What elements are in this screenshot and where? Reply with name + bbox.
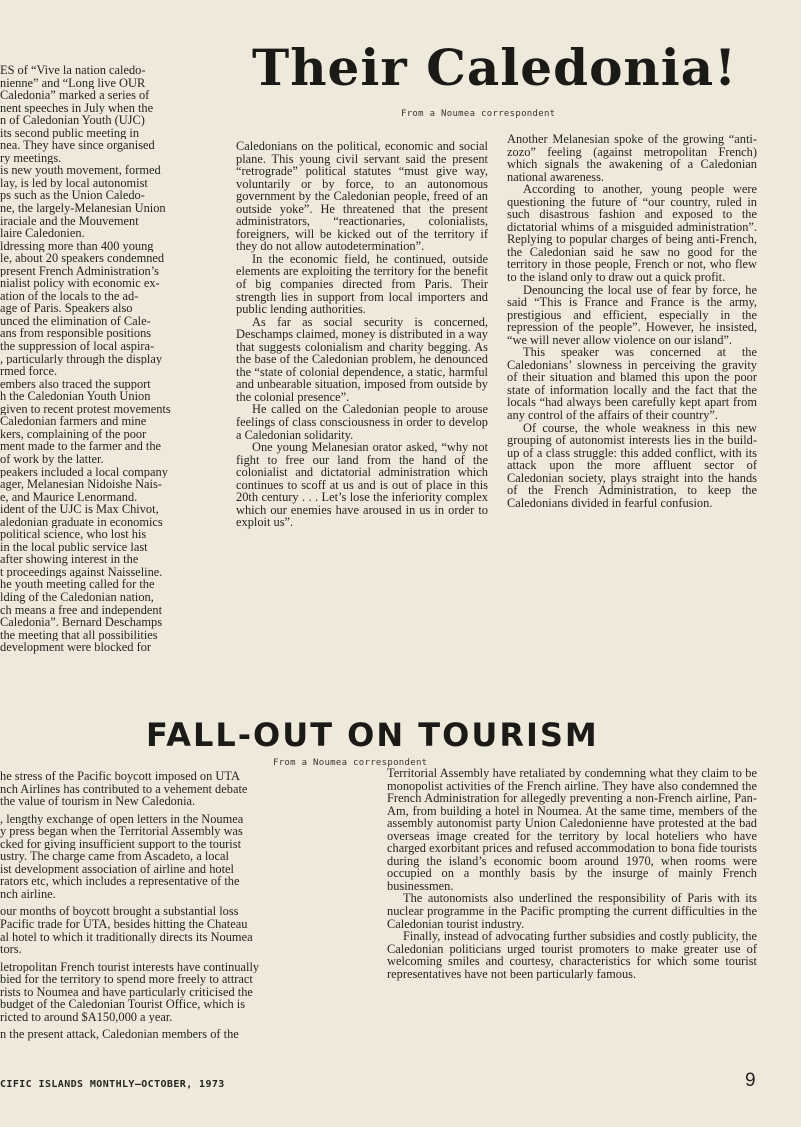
article2-left-line: , lengthy exchange of open letters in the Noumea [0,812,244,826]
article1-middle-paragraph: In the economic field, he continued, outside elements are exploiting the territory for the benefit of big companies directed from Paris. Their strength lies in support from local importers and public lending authorities. [236,251,488,317]
article1-right-column [507,133,757,509]
article2-left-line: budget of the Caledonian Tourist Office, which is [0,998,246,1011]
article1-left-line: n of Caledonian Youth (UJC) [0,114,145,127]
article2-left-line: the value of tourism in New Caledonia. [0,795,196,808]
article1-left-line: laire Caledonien. [0,227,85,240]
article1-left-line: ch means a free and independent [0,603,163,617]
article1-left-line: kers, complaining of the poor [0,427,147,441]
article1-left-line: is new youth movement, formed [0,164,161,177]
article1-left-line: t proceedings against Naisseline. [0,565,163,579]
article1-left-line: present French Administration’s [0,264,159,278]
article2-left-line: n the present attack, Caledonian members of the [0,1028,239,1041]
article1-left-line: le, about 20 speakers condemned [0,252,165,265]
article1-left-line: ps such as the Union Caledo- [0,189,145,203]
tourism-byline: From a Noumea correspondent [273,758,428,768]
article1-left-line: ment made to the farmer and the [0,440,162,453]
article1-middle-paragraph: One young Melanesian orator asked, “why not fight to free our land from the hand of the colonialist and dictatorial administration which continues to scoff at us and is out of place in this 20th century . . . Let’s lose the inferiority complex which our enemies have aroused in us in order to exploit us”. [236,440,488,530]
article2-left-line: al hotel to which it traditionally directs its Noumea [0,930,253,944]
article1-left-line: embers also traced the support [0,377,151,391]
article1-right-paragraph: Another Melanesian spoke of the growing “anti-zozo” feeling (against metropolitan French) which signals the awakening of a Caledonian national awareness. [507,132,757,184]
article1-left-line: the suppression of local aspira- [0,340,155,353]
article2-left-line: rators etc, which includes a representative of the [0,875,240,888]
article2-left-line: letropolitan French tourist interests have continually [0,960,260,974]
article1-left-line: Caledonia” marked a series of [0,89,150,102]
article1-left-line: lding of the Caledonian nation, [0,590,154,604]
article1-middle-paragraph: Caledonians on the political, economic and social plane. This young civil servant said the present “retrograde” political statutes “must give way, voluntarily or by force, to an autonomous government by the Caledonian people, freed of an outside yoke”. He threatened that the present administrators, “reactionaries, colonialists, foreigners, will be kicked out of the territory if they do not allow autodetermination”. [236,139,488,254]
article2-left-column [0,770,350,1041]
article1-right-paragraph: According to another, young people were questioning the future of “our country, ruled in such disastrous fashion and exposed to the dictatorial whims of a misguided administration”. Replying to popular charges of being anti-French, the Caledonian said he saw no good for the territory in those people, French or not, who flew to the island only to draw out a quick profit. [507,182,757,285]
article1-left-line: nent speeches in July when the [0,101,154,115]
article1-left-line: peakers included a local company [0,465,168,479]
article1-left-line: iraciale and the Mouvement [0,214,139,228]
running-footer: CIFIC ISLANDS MONTHLY—OCTOBER, 1973 [0,1079,225,1090]
article1-left-line: e, and Maurice Lenormand. [0,490,138,504]
article1-left-line: its second public meeting in [0,126,140,140]
article2-left-line: y press began when the Territorial Assembly was [0,825,243,838]
article2-left-line: nch airline. [0,887,56,901]
article1-left-line: after showing interest in the [0,553,139,566]
article2-left-line: bied for the territory to spend more freely to attract [0,973,253,986]
article1-left-line: aledonian graduate in economics [0,515,163,529]
article2-left-line: ist development association of airline and hotel [0,862,234,876]
article-title: Their Caledonia! [252,38,738,97]
article1-left-line: given to recent protest movements [0,402,171,416]
article1-left-line: h the Caledonian Youth Union [0,390,151,403]
article2-right-paragraph: Territorial Assembly have retaliated by condemning what they claim to be monopolist activities of the French airline. They have also condemned the French Administration for allegedly preventing a non-French airline, Pan-Am, from building a hotel in Noumea. At the same time, members of the assembly autonomist party Union Caledonienne have protested at the bad overseas image created for the territory by local hoteliers who have charged exorbitant prices and refused accommodation to bona fide tourists during the island’s economic boom around 1970, when rooms were occupied on a monthly basis by the insurge of mainly French businessmen. [387,766,757,893]
article2-left-line: he stress of the Pacific boycott imposed on UTA [0,770,240,783]
article1-left-line: of work by the latter. [0,452,104,466]
article1-left-line: ager, Melanesian Nidoishe Nais- [0,478,162,491]
article2-left-line: Pacific trade for UTA, besides hitting the Chateau [0,918,248,931]
article1-left-line: ES of “Vive la nation caledo- [0,64,146,77]
article1-left-line: he youth meeting called for the [0,578,155,591]
article1-left-line: ldressing more than 400 young [0,239,154,253]
article1-left-line: the meeting that all possibilities [0,628,158,642]
article2-left-line: nch Airlines has contributed to a vehement debate [0,782,248,796]
article2-right-paragraph: The autonomists also underlined the responsibility of Paris with its nuclear programme in the Pacific prompting the current difficulties in the Caledonian tourist industry. [387,891,757,931]
article1-left-line: nialist policy with economic ex- [0,277,160,290]
article2-left-line: tors. [0,943,22,956]
article1-left-line: nienne” and “Long live OUR [0,76,146,90]
article1-left-line: nea. They have since organised [0,139,155,152]
article1-left-line: rmed force. [0,365,58,378]
article1-left-line: lay, is led by local autonomist [0,176,148,190]
article1-right-paragraph: This speaker was concerned at the Caledonians’ slowness in perceiving the gravity of their situation and blamed this upon the poor state of information locally and the fact that the locals “had always been carefully kept apart from any control of the affairs of their country”. [507,345,757,423]
article2-right-column [387,767,757,980]
article1-left-line: Caledonia”. Bernard Deschamps [0,616,163,629]
article1-left-line: Caledonian farmers and mine [0,415,147,428]
article1-right-paragraph: Denouncing the local use of fear by force, he said “This is France and France is the army, prestigious and efficient, especially in the repression of the people”. However, he insisted, “we will never allow violence on our island”. [507,282,757,347]
article1-left-line: ne, the largely-Melanesian Union [0,202,166,215]
article1-middle-column [236,140,488,529]
article2-left-line: rists to Noumea and have particularly criticised the [0,985,253,999]
article1-left-line: ation of the locals to the ad- [0,289,139,303]
article1-left-line: age of Paris. Speakers also [0,302,133,315]
article1-left-line: ry meetings. [0,151,62,165]
article1-left-line: in the local public service last [0,540,148,554]
article1-left-line: unced the elimination of Cale- [0,314,151,328]
article1-middle-paragraph: As far as social security is concerned, Deschamps claimed, money is distributed in a way that suggests colonialism and charity begging. As the base of the Caledonian problem, he denounced the “state of colonial dependence, a static, harmful and unbearable situation, imposed from outside by the colonial presence”. [236,314,488,404]
article1-left-line: ans from responsible positions [0,327,152,341]
article1-left-line: political science, who lost his [0,528,147,541]
tourism-headline: FALL-OUT ON TOURISM [146,716,599,754]
article2-right-paragraph: Finally, instead of advocating further subsidies and costly publicity, the Caledonian politicians urged tourist promoters to make greater use of welcoming smiles and courtesy, characteristics for which some tourist representatives have not been particularly famous. [387,929,757,981]
article-byline: From a Noumea correspondent [401,109,556,119]
article1-left-line: , particularly through the display [0,352,163,366]
article2-left-line: cked for giving insufficient support to the tourist [0,837,242,851]
article1-middle-paragraph: He called on the Caledonian people to arouse feelings of class consciousness in order to develop a Caledonian solidarity. [236,402,488,442]
article2-left-line: our months of boycott brought a substantial loss [0,905,239,919]
article1-left-column [0,64,216,654]
article1-right-paragraph: Of course, the whole weakness in this new grouping of autonomist interests lies in the build-up of a class struggle: this added conflict, with its attack upon the more affluent sector of Caledonian society, plays straight into the hands of the French Administration, to keep the Caledonians divided in fearful confusion. [507,420,757,510]
article1-left-line: development were blocked for [0,641,152,654]
article1-left-line: ident of the UJC is Max Chivot, [0,503,159,516]
page-number: 9 [745,1070,756,1091]
article2-left-line: ricted to around $A150,000 a year. [0,1010,173,1024]
article2-left-line: ustry. The charge came from Ascadeto, a local [0,850,229,863]
